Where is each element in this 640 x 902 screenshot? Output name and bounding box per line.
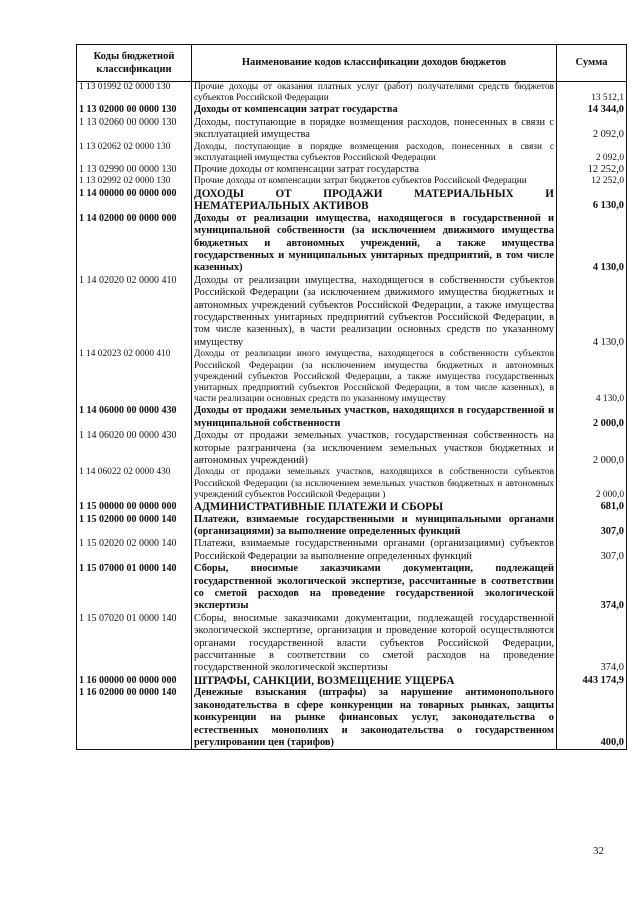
sum-cell: 681,0 bbox=[557, 501, 627, 514]
name-cell: Доходы от компенсации затрат государства bbox=[192, 104, 557, 116]
sum-cell: 443 174,9 bbox=[557, 675, 627, 688]
code-cell: 1 13 01992 02 0000 130 bbox=[77, 82, 192, 105]
page-number: 32 bbox=[593, 845, 604, 857]
code-cell: 1 13 02000 00 0000 130 bbox=[77, 104, 192, 116]
name-cell: Доходы от реализации имущества, находящегося в государственной и муниципальной собственности (за исключением движимого имущества бюджетных и автономных учреждений, а также имущества государственных и муниципальных унитарных предприятий, в том числе казенных) bbox=[192, 213, 557, 275]
sum-cell: 14 344,0 bbox=[557, 104, 627, 116]
name-cell: Денежные взыскания (штрафы) за нарушение антимонопольного законодательства в сфере конкуренции на товарных рынках, защиты конкуренции на рынке финансовых услуг, законодательства о естественных монополиях и законодательства о государственном регулировании цен (тарифов) bbox=[192, 687, 557, 750]
name-cell: ШТРАФЫ, САНКЦИИ, ВОЗМЕЩЕНИЕ УЩЕРБА bbox=[192, 675, 557, 688]
table-row bbox=[77, 538, 627, 563]
name-cell: Доходы от продажи земельных участков, находящихся в государственной и муниципальной собственности bbox=[192, 405, 557, 430]
name-cell: Платежи, взимаемые государственными и муниципальными органами (организациями) за выполнение определенных функций bbox=[192, 514, 557, 539]
sum-cell: 6 130,0 bbox=[557, 188, 627, 213]
code-cell: 1 14 06020 00 0000 430 bbox=[77, 430, 192, 467]
table-row bbox=[77, 117, 627, 142]
code-cell: 1 15 02020 02 0000 140 bbox=[77, 538, 192, 563]
code-cell: 1 13 02992 02 0000 130 bbox=[77, 176, 192, 187]
code-cell: 1 14 00000 00 0000 000 bbox=[77, 188, 192, 213]
sum-cell: 12 252,0 bbox=[557, 164, 627, 176]
budget-table-page bbox=[76, 44, 626, 750]
table-row bbox=[77, 467, 627, 501]
code-cell: 1 15 07000 01 0000 140 bbox=[77, 563, 192, 613]
table-row bbox=[77, 213, 627, 275]
code-cell: 1 16 00000 00 0000 000 bbox=[77, 675, 192, 688]
sum-cell: 400,0 bbox=[557, 687, 627, 750]
table-row bbox=[77, 104, 627, 116]
sum-cell: 4 130,0 bbox=[557, 349, 627, 405]
code-cell: 1 15 00000 00 0000 000 bbox=[77, 501, 192, 514]
code-cell: 1 13 02060 00 0000 130 bbox=[77, 117, 192, 142]
name-cell: Прочие доходы от оказания платных услуг (работ) получателями средств бюджетов субъектов Российской Федерации bbox=[192, 82, 557, 105]
table-row bbox=[77, 142, 627, 164]
name-cell: Доходы от продажи земельных участков, государственная собственность на которые разграничена (за исключением земельных участков бюджетных и автономных учреждений) bbox=[192, 430, 557, 467]
sum-cell: 2 092,0 bbox=[557, 142, 627, 164]
name-cell: Сборы, вносимые заказчиками документации, подлежащей государственной экологической экспертизе, рассчитанные в соответствии со сметой расходов на проведение государственной экологической экспертизы bbox=[192, 563, 557, 613]
table-row bbox=[77, 405, 627, 430]
sum-cell: 12 252,0 bbox=[557, 176, 627, 187]
table-row bbox=[77, 164, 627, 176]
name-cell: Платежи, взимаемые государственными органами (организациями) субъектов Российской Федерации за выполнение определенных функций bbox=[192, 538, 557, 563]
header-code: Коды бюджетной классификации bbox=[77, 45, 192, 82]
name-cell: Доходы от реализации имущества, находящегося в собственности субъектов Российской Федерации (за исключением движимого имущества бюджетных и автономных учреждений субъектов Российской Федерации, а также имущества государственных унитарных предприятий субъектов Российской Федерации, в том числе казенных), в части реализации основных средств по указанному имуществу bbox=[192, 275, 557, 349]
header-name: Наименование кодов классификации доходов бюджетов bbox=[192, 45, 557, 82]
sum-cell: 2 000,0 bbox=[557, 430, 627, 467]
sum-cell: 4 130,0 bbox=[557, 213, 627, 275]
table-row bbox=[77, 188, 627, 213]
code-cell: 1 14 06000 00 0000 430 bbox=[77, 405, 192, 430]
code-cell: 1 14 06022 02 0000 430 bbox=[77, 467, 192, 501]
table-row bbox=[77, 675, 627, 688]
table-row bbox=[77, 275, 627, 349]
code-cell: 1 14 02023 02 0000 410 bbox=[77, 349, 192, 405]
table-row bbox=[77, 349, 627, 405]
code-cell: 1 13 02062 02 0000 130 bbox=[77, 142, 192, 164]
code-cell: 1 15 07020 01 0000 140 bbox=[77, 613, 192, 675]
table-body bbox=[77, 82, 627, 750]
table-row bbox=[77, 82, 627, 105]
name-cell: ДОХОДЫ ОТ ПРОДАЖИ МАТЕРИАЛЬНЫХ И НЕМАТЕРИАЛЬНЫХ АКТИВОВ bbox=[192, 188, 557, 213]
table-row bbox=[77, 501, 627, 514]
name-cell: Прочие доходы от компенсации затрат бюджетов субъектов Российской Федерации bbox=[192, 176, 557, 187]
sum-cell: 4 130,0 bbox=[557, 275, 627, 349]
table-row bbox=[77, 613, 627, 675]
sum-cell: 307,0 bbox=[557, 538, 627, 563]
code-cell: 1 14 02020 02 0000 410 bbox=[77, 275, 192, 349]
name-cell: Прочие доходы от компенсации затрат государства bbox=[192, 164, 557, 176]
sum-cell: 2 000,0 bbox=[557, 467, 627, 501]
code-cell: 1 15 02000 00 0000 140 bbox=[77, 514, 192, 539]
code-cell: 1 13 02990 00 0000 130 bbox=[77, 164, 192, 176]
code-cell: 1 14 02000 00 0000 000 bbox=[77, 213, 192, 275]
table-row bbox=[77, 176, 627, 187]
table-row bbox=[77, 514, 627, 539]
header-sum: Сумма bbox=[557, 45, 627, 82]
table-row bbox=[77, 563, 627, 613]
sum-cell: 2 000,0 bbox=[557, 405, 627, 430]
sum-cell: 307,0 bbox=[557, 514, 627, 539]
name-cell: Сборы, вносимые заказчиками документации, подлежащей государственной экологической экспертизе, организация и проведение которой осуществляются органами государственной власти субъектов Российской Федерации, рассчитанные в соответствии со сметой расходов на проведение государственной экологической экспертизы bbox=[192, 613, 557, 675]
table-header-row bbox=[77, 45, 627, 82]
name-cell: Доходы, поступающие в порядке возмещения расходов, понесенных в связи с эксплуатацией имущества субъектов Российской Федерации bbox=[192, 142, 557, 164]
sum-cell: 374,0 bbox=[557, 613, 627, 675]
code-cell: 1 16 02000 00 0000 140 bbox=[77, 687, 192, 750]
name-cell: АДМИНИСТРАТИВНЫЕ ПЛАТЕЖИ И СБОРЫ bbox=[192, 501, 557, 514]
sum-cell: 374,0 bbox=[557, 563, 627, 613]
table-row bbox=[77, 430, 627, 467]
sum-cell: 13 512,1 bbox=[557, 82, 627, 105]
sum-cell: 2 092,0 bbox=[557, 117, 627, 142]
name-cell: Доходы от реализации иного имущества, находящегося в собственности субъектов Российской Федерации (за исключением имущества бюджетных и автономных учреждений субъектов Российской Федерации, а также имущества государственных унитарных предприятий субъектов Российской Федерации, в том числе казенных), в части реализации основных средств по указанному имуществу bbox=[192, 349, 557, 405]
name-cell: Доходы от продажи земельных участков, находящихся в собственности субъектов Российской Федерации (за исключением земельных участков бюджетных и автономных учреждений субъектов Российской Федерации ) bbox=[192, 467, 557, 501]
name-cell: Доходы, поступающие в порядке возмещения расходов, понесенных в связи с эксплуатацией имущества bbox=[192, 117, 557, 142]
table-row bbox=[77, 687, 627, 750]
budget-classification-table bbox=[76, 44, 627, 750]
